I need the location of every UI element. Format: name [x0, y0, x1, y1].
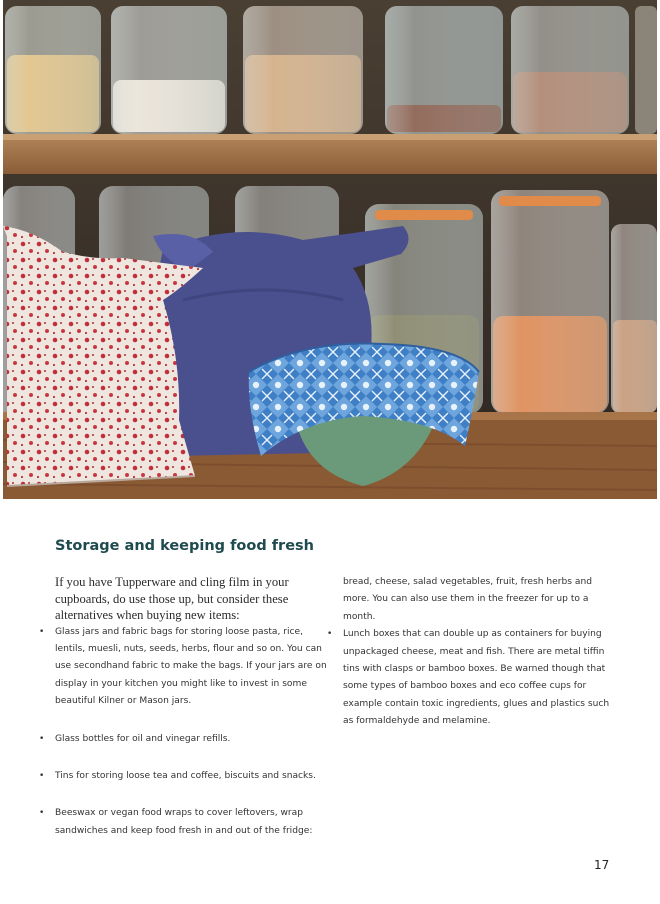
- continued-text: bread, cheese, salad vegetables, fruit, fresh herbs and more. You can also use them in the freezer for up to a month.: [343, 577, 592, 622]
- list-item: • Glass jars and fabric bags for storing loose pasta, rice, lentils, muesli, nuts, seeds, herbs, flour and so on. You can use secondhand fabric to make the bags. If your jars are on display in your kitchen you might like to invest in some beautiful Kilner or Mason jars.: [55, 624, 327, 711]
- bullet-icon: •: [39, 626, 45, 637]
- storage-list: [39, 624, 327, 841]
- bullet-icon: •: [39, 733, 45, 744]
- storage-list-continued: [327, 626, 611, 730]
- list-item: • Tins for storing loose tea and coffee, biscuits and snacks.: [55, 768, 327, 785]
- page-number: 17: [594, 858, 610, 872]
- list-item: • Lunch boxes that can double up as containers for buying unpackaged cheese, meat and fish. There are metal tiffin tins with clasps or bamboo boxes. Be warned though that some types of bamboo boxes and eco coffee cups for example contain toxic ingredients, glues and plastics such as formaldehyde and melamine.: [343, 626, 611, 730]
- list-item: • Glass bottles for oil and vinegar refills.: [55, 731, 327, 748]
- pantry-photo: [3, 0, 657, 499]
- bullet-icon: •: [39, 808, 45, 819]
- section-heading: Storage and keeping food fresh: [55, 538, 314, 554]
- left-column: [39, 574, 327, 860]
- bullet-icon: •: [327, 629, 333, 640]
- intro-paragraph: If you have Tupperware and cling film in your cupboards, do use those up, but consider these alternatives when buying new items:: [55, 575, 289, 622]
- right-column: [327, 574, 611, 731]
- bullet-icon: •: [39, 770, 45, 781]
- list-item: • Beeswax or vegan food wraps to cover leftovers, wrap sandwiches and keep food fresh in and out of the fridge:: [55, 805, 327, 840]
